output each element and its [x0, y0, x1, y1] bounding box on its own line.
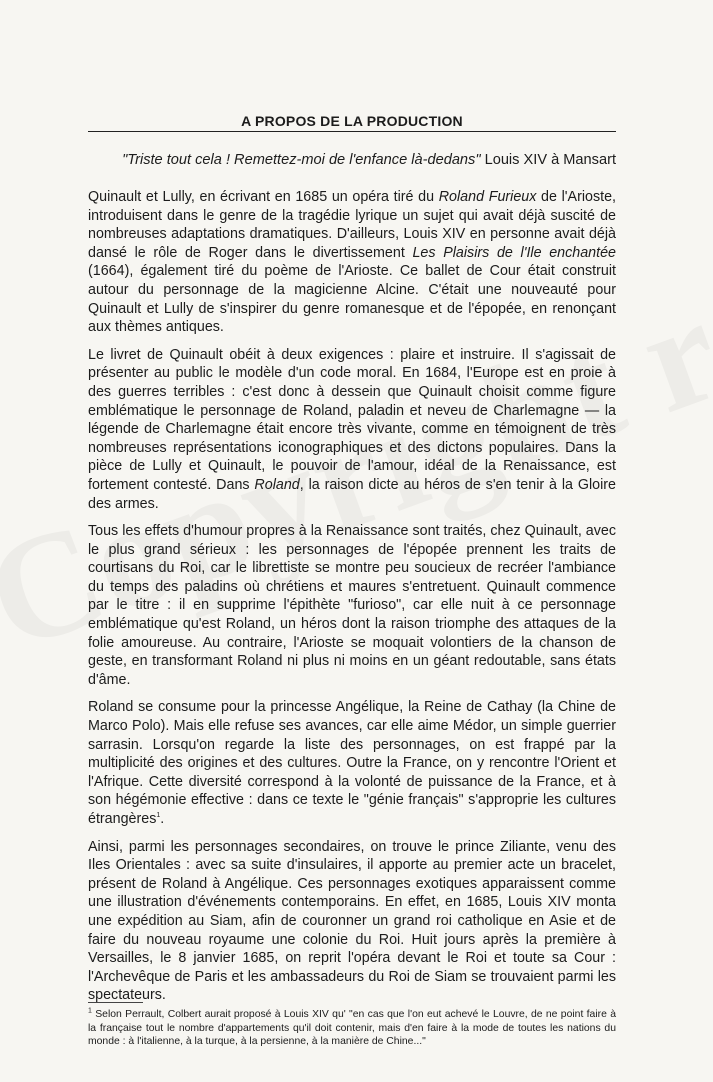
paragraph-2: [88, 346, 616, 513]
paragraph-3: Tous les effets d'humour propres à la Renaissance sont traités, chez Quinault, avec le plus grand sérieux : les personnages de l'épopée prennent les traits de courtisans du Roi, car le librettiste se montre peu soucieux de recréer l'ambiance du temps des paladins où chrétiens et maures s'entretuent. Quinault commence par le titre : il en supprime l'épithète "furioso", car elle nuit à ce personnage emblématique qu'est Roland, un héros dont la raison triomphe des attaques de la folie amoureuse. Au contraire, l'Arioste se moquait volontiers de la chanson de geste, en transformant Roland ni plus ni moins en un géant redoutable, sans états d'âme.: [88, 523, 616, 688]
work-title: Les Plaisirs de l'Ile enchantée: [412, 244, 617, 261]
article-body: [88, 188, 616, 1014]
epigraph-attribution: Louis XIV à Mansart: [480, 152, 616, 168]
text-run: , la raison dicte au héros de s'en tenir à la Gloire des armes.: [88, 476, 616, 512]
section-heading: A PROPOS DE LA PRODUCTION: [241, 113, 463, 129]
paragraph-1: [88, 188, 616, 337]
epigraph-quote: "Triste tout cela ! Remettez-moi de l'enfance là-dedans": [122, 152, 481, 168]
work-title: Roland Furieux: [438, 189, 537, 205]
text-run: .: [160, 811, 165, 827]
footnote: [88, 1008, 616, 1049]
footnote-mark: 1: [88, 1007, 92, 1015]
text-run: Quinault et Lully, en écrivant en 1685 un opéra tiré du: [88, 189, 439, 205]
heading-rule: [88, 131, 616, 132]
text-run: de l'Arioste, introduisent dans le genre de la tragédie lyrique un sujet qui avait déjà suscité de nombreuses adaptations dramatiques. D'ailleurs, Louis XIV en personne avait déjà dansé le rôle de Roger dans le divertissement: [88, 189, 617, 261]
paragraph-4: [88, 698, 616, 828]
footnote-text: Selon Perrault, Colbert aurait proposé à Louis XIV qu' "en cas que l'on eut achevé le Louvre, de ne point faire à la française tout le nombre d'appartements qu'il doit contenir, mais d'en faire à la mode de toutes les nations du monde : à l'italienne, à la turque, à la persienne, à la manière de Chine...": [88, 1009, 616, 1048]
epigraph: [88, 152, 616, 168]
text-run: Roland se consume pour la princesse Angélique, la Reine de Cathay (la Chine de Marco Polo). Mais elle refuse ses avances, car elle aime Médor, un simple guerrier sarrasin. Lorsqu'on regarde la liste des personnages, on est frappé par la multiplicité des origines et des cultures. Outre la France, on y rencontre l'Orient et l'Afrique. Cette diversité correspond à la volonté de puissance de la France, et à son hégémonie effective : dans ce texte le "génie français" s'approprie les cultures étrangères: [88, 699, 616, 827]
footnote-rule: [88, 1002, 143, 1003]
footnote-reference[interactable]: 1: [156, 812, 161, 820]
text-run: (1664), également tiré du poème de l'Arioste. Ce ballet de Cour était construit autour du personnage de la magicienne Alcine. C'était une nouveauté pour Quinault et Lully de s'inspirer du genre romanesque et de l'épopée, en renonçant aux thèmes antiques.: [88, 263, 616, 336]
text-run: Le livret de Quinault obéit à deux exigences : plaire et instruire. Il s'agissait de présenter au public le modèle d'un code moral. En 1684, l'Europe est en proie à des guerres terribles : c'est donc à dessein que Quinault choisit comme figure emblématique le personnage de Roland, paladin et neveu de Charlemagne — la légende de Charlemagne était encore très vivante, comme en témoignent de très nombreuses représentations iconographiques et des dictons populaires. Dans la pièce de Lully et Quinault, le pouvoir de l'amour, idéal de la Renaissance, est fortement contesté. Dans: [88, 346, 616, 493]
work-title: Roland: [254, 476, 300, 493]
paragraph-5: Ainsi, parmi les personnages secondaires, on trouve le prince Ziliante, venu des Iles Orientales : avec sa suite d'insulaires, il apporte au premier acte un bracelet, présent de Roland à Angélique. Ces personnages exotiques apparaissent comme une illustration d'événements contemporains. En effet, en 1685, Louis XIV monta une expédition au Siam, afin de couronner un grand roi catholique en Asie et de faire du nouveau royaume une colonie du Roi. Huit jours après la première à Versailles, le 8 janvier 1685, on reprit l'opéra devant le Roi et toute sa Cour : l'Archevêque de Paris et les ambassadeurs du Roi de Siam se trouvaient parmi les spectateurs.: [88, 838, 616, 1004]
